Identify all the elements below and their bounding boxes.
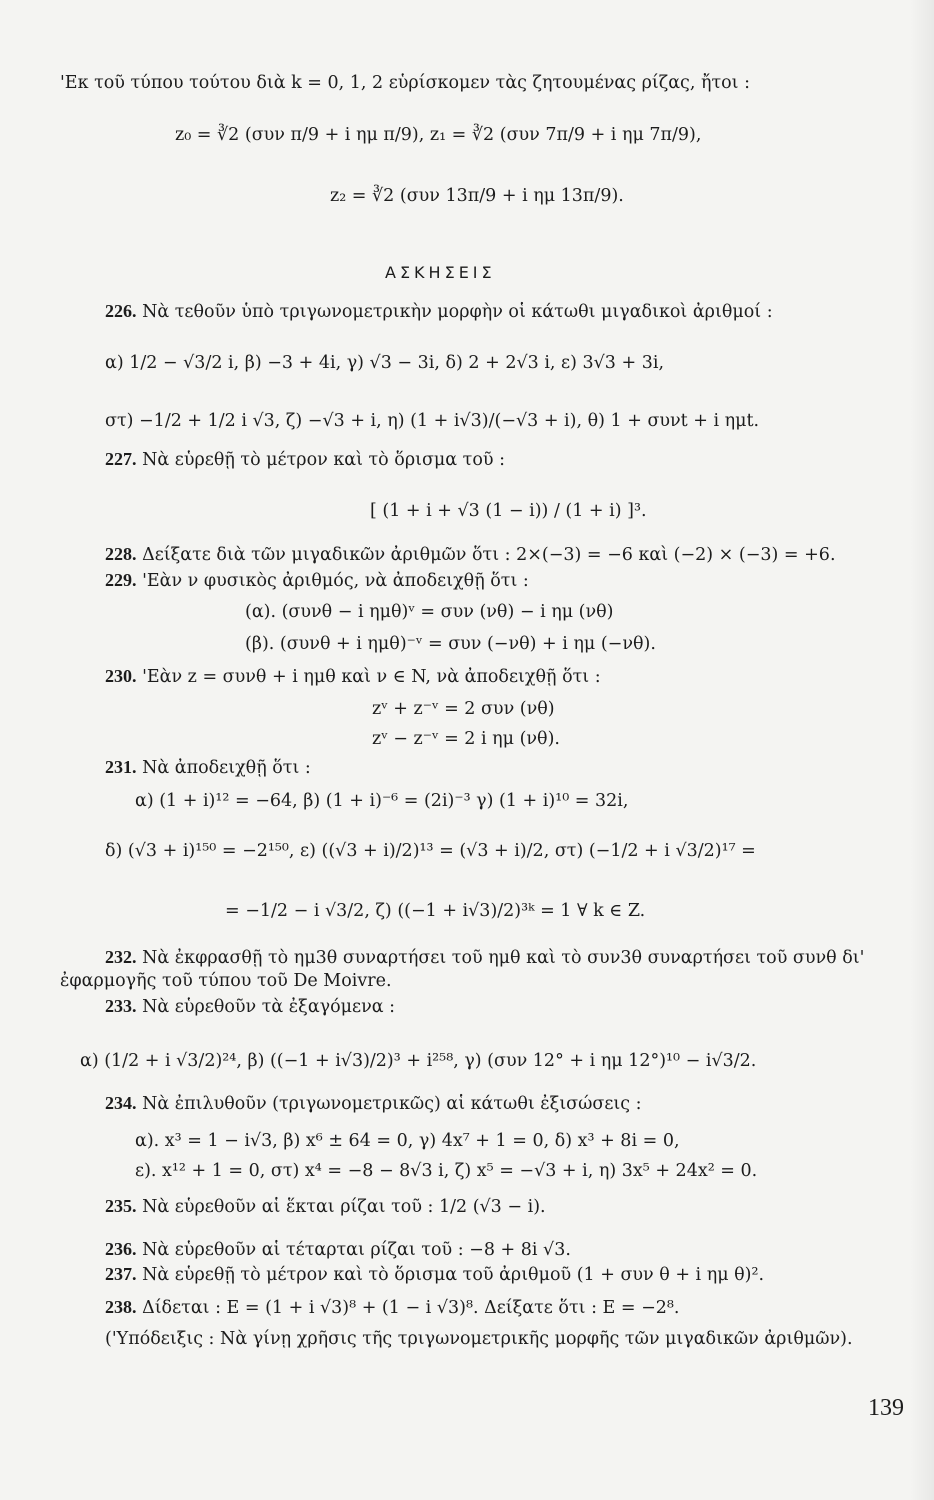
exercise-number: 231. (105, 757, 137, 777)
exercise-text: Νὰ ἐπιλυθοῦν (τριγωνομετρικῶς) αἱ κάτωθι ἐξισώσεις : (136, 1094, 642, 1114)
text-line: z₂ = ∛2 (συν 13π/9 + i ημ 13π/9). (330, 186, 624, 206)
exercise-line (105, 756, 311, 779)
exercise-number: 234. (105, 1093, 137, 1113)
text-line: α) 1/2 − √3/2 i, β) −3 + 4i, γ) √3 − 3i, δ) 2 + 2√3 i, ε) 3√3 + 3i, (105, 353, 665, 373)
exercise-text: Νὰ εὑρεθοῦν τὰ ἐξαγόμενα : (136, 997, 395, 1017)
exercise-text: Δείξατε διὰ τῶν μιγαδικῶν ἀριθμῶν ὅτι : 2×(−3) = −6 καὶ (−2) × (−3) = +6. (136, 545, 836, 565)
exercise-text: 'Εὰν z = συνθ + i ημθ καὶ ν ∈ N, νὰ ἀποδειχθῇ ὅτι : (136, 667, 601, 687)
exercise-text: Νὰ τεθοῦν ὑπὸ τριγωνομετρικὴν μορφὴν οἱ κάτωθι μιγαδικοὶ ἀριθμοί : (136, 302, 773, 322)
text-line: [ (1 + i + √3 (1 − i)) / (1 + i) ]³. (370, 501, 647, 521)
exercise-number: 238. (105, 1297, 137, 1317)
page-number: 139 (868, 1395, 904, 1421)
section-heading: ΑΣΚΗΣΕΙΣ (385, 263, 496, 282)
exercise-text: Νὰ εὑρεθῇ τὸ μέτρον καὶ τὸ ὅρισμα τοῦ ἀριθμοῦ (1 + συν θ + i ημ θ)². (136, 1265, 765, 1285)
exercise-number: 230. (105, 666, 137, 686)
text-line: α) (1 + i)¹² = −64, β) (1 + i)⁻⁶ = (2i)⁻³ γ) (1 + i)¹⁰ = 32i, (135, 791, 629, 811)
exercise-number: 228. (105, 544, 137, 564)
text-line: στ) −1/2 + 1/2 i √3, ζ) −√3 + i, η) (1 + i√3)/(−√3 + i), θ) 1 + συνt + i ημt. (105, 411, 760, 431)
text-line: (β). (συνθ + i ημθ)⁻ᵛ = συν (−νθ) + i ημ (−νθ). (245, 634, 656, 654)
exercise-number: 236. (105, 1239, 137, 1259)
exercise-number: 237. (105, 1264, 137, 1284)
exercise-text: Δίδεται : E = (1 + i √3)⁸ + (1 − i √3)⁸. Δείξατε ὅτι : E = −2⁸. (136, 1298, 680, 1318)
text-line: zᵛ + z⁻ᵛ = 2 συν (νθ) (372, 699, 555, 719)
text-line: ε). x¹² + 1 = 0, στ) x⁴ = −8 − 8√3 i, ζ) x⁵ = −√3 + i, η) 3x⁵ + 24x² = 0. (135, 1161, 758, 1181)
exercise-line (105, 1238, 571, 1261)
exercise-number: 227. (105, 449, 137, 469)
exercise-text: 'Εὰν ν φυσικὸς ἀριθμός, νὰ ἀποδειχθῇ ὅτι : (136, 571, 529, 591)
exercise-line (105, 1092, 642, 1115)
exercise-number: 232. (105, 947, 137, 967)
exercise-text: Νὰ ἐκφρασθῇ τὸ ημ3θ συναρτήσει τοῦ ημθ καὶ τὸ συν3θ συναρτήσει τοῦ συνθ δι' (136, 948, 865, 968)
exercise-line (105, 448, 505, 471)
text-line: zᵛ − z⁻ᵛ = 2 i ημ (νθ). (372, 729, 560, 749)
exercise-line (105, 300, 773, 323)
exercise-line (105, 665, 601, 688)
exercise-line (105, 1263, 764, 1286)
text-line: α). x³ = 1 − i√3, β) x⁶ ± 64 = 0, γ) 4x⁷ + 1 = 0, δ) x³ + 8i = 0, (135, 1131, 680, 1151)
text-line: ('Υπόδειξις : Νὰ γίνῃ χρῆσις τῆς τριγωνομετρικῆς μορφῆς τῶν μιγαδικῶν ἀριθμῶν). (105, 1329, 853, 1349)
exercise-line (105, 569, 529, 592)
text-line: 'Εκ τοῦ τύπου τούτου διὰ k = 0, 1, 2 εὑρίσκομεν τὰς ζητουμένας ρίζας, ἤτοι : (60, 73, 750, 93)
exercise-number: 229. (105, 570, 137, 590)
text-line: (α). (συνθ − i ημθ)ᵛ = συν (νθ) − i ημ (νθ) (245, 602, 614, 622)
exercise-number: 226. (105, 301, 137, 321)
exercise-text: Νὰ ἀποδειχθῇ ὅτι : (136, 758, 311, 778)
page-edge-shadow (910, 0, 934, 1500)
exercise-number: 233. (105, 996, 137, 1016)
exercise-line (105, 1195, 546, 1218)
exercise-text: Νὰ εὑρεθοῦν αἱ τέταρται ρίζαι τοῦ : −8 + 8i √3. (136, 1240, 571, 1260)
exercise-text: Νὰ εὑρεθοῦν αἱ ἕκται ρίζαι τοῦ : 1/2 (√3 − i). (136, 1197, 546, 1217)
text-line: α) (1/2 + i √3/2)²⁴, β) ((−1 + i√3)/2)³ + i²⁵⁸, γ) (συν 12° + i ημ 12°)¹⁰ − i√3/2. (80, 1051, 757, 1071)
exercise-line (105, 543, 836, 566)
exercise-number: 235. (105, 1196, 137, 1216)
text-line: = −1/2 − i √3/2, ζ) ((−1 + i√3)/2)³ᵏ = 1 ∀ k ∈ Z. (225, 901, 646, 921)
exercise-line (105, 1296, 679, 1319)
exercise-text: Νὰ εὑρεθῇ τὸ μέτρον καὶ τὸ ὅρισμα τοῦ : (136, 450, 505, 470)
text-line: z₀ = ∛2 (συν π/9 + i ημ π/9), z₁ = ∛2 (συν 7π/9 + i ημ 7π/9), (175, 125, 702, 145)
text-line: ἐφαρμογῆς τοῦ τύπου τοῦ De Moivre. (60, 971, 392, 991)
exercise-line (105, 995, 395, 1018)
exercise-line (105, 946, 864, 969)
text-line: δ) (√3 + i)¹⁵⁰ = −2¹⁵⁰, ε) ((√3 + i)/2)¹³ = (√3 + i)/2, στ) (−1/2 + i √3/2)¹⁷ = (105, 841, 756, 861)
